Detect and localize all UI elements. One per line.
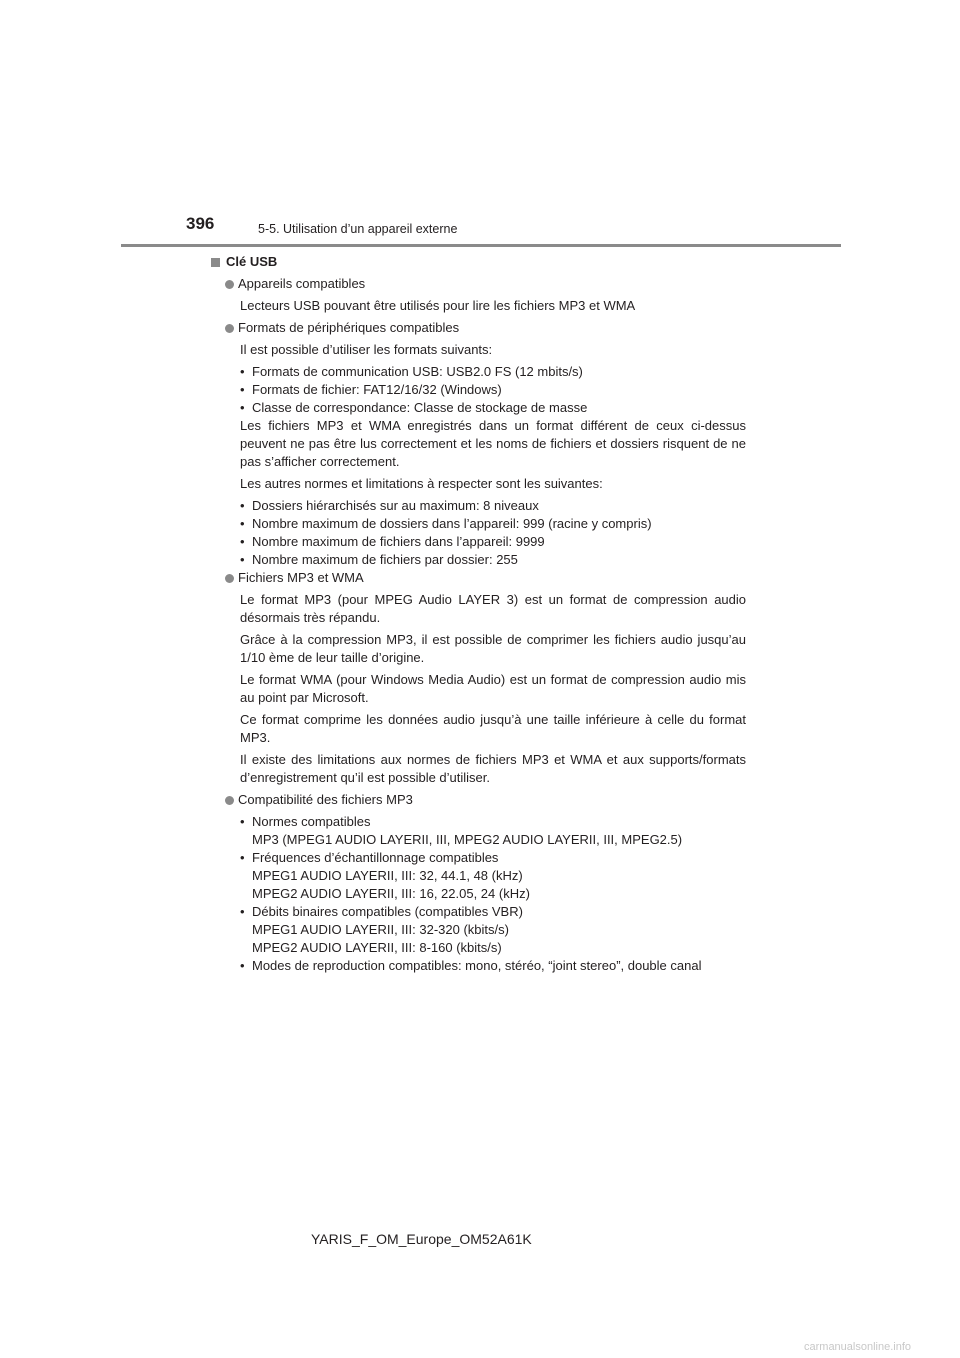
list-item-body: [252, 849, 746, 903]
circle-bullet-icon: [225, 324, 234, 333]
list-item: [240, 363, 746, 381]
list-item-text: Classe de correspondance: Classe de stockage de masse: [252, 400, 588, 415]
list-item: [240, 957, 746, 975]
list-dot-icon: •: [240, 498, 245, 513]
list-item-text: Formats de communication USB: USB2.0 FS (12 mbits/s): [252, 364, 583, 379]
list-dot-icon: •: [240, 400, 245, 415]
bullet-heading: [210, 569, 746, 587]
list-dot-icon: •: [240, 904, 245, 919]
bullet-heading-text: Compatibilité des fichiers MP3: [238, 792, 413, 807]
list-item: [240, 515, 746, 533]
sub-list: [240, 363, 746, 417]
paragraph: Grâce à la compression MP3, il est possible de comprimer les fichiers audio jusqu’au 1/10 ème de leur taille d’origine.: [240, 632, 746, 665]
watermark[interactable]: carmanualsonline.info: [804, 1341, 912, 1353]
circle-bullet-icon: [225, 280, 234, 289]
list-item: [240, 849, 746, 903]
bullet-heading: [210, 275, 746, 293]
list-item-body: [252, 381, 746, 399]
list-item: [240, 381, 746, 399]
list-item: [240, 497, 746, 515]
list-item-text: Formats de fichier: FAT12/16/32 (Windows): [252, 382, 502, 397]
bullet-heading: [210, 791, 746, 809]
list-item-body: [252, 551, 746, 569]
list-item-detail: MPEG1 AUDIO LAYERII, III: 32, 44.1, 48 (kHz): [252, 868, 523, 883]
page-number: 396: [186, 214, 215, 233]
section-heading-text: Clé USB: [226, 254, 278, 269]
list-dot-icon: •: [240, 382, 245, 397]
paragraph: Lecteurs USB pouvant être utilisés pour lire les fichiers MP3 et WMA: [240, 298, 636, 313]
list-item-body: [252, 957, 746, 975]
list-item-body: [252, 515, 746, 533]
list-item-text: Modes de reproduction compatibles: mono, stéréo, “joint stereo”, double canal: [252, 958, 702, 973]
square-bullet-icon: [211, 258, 220, 267]
paragraph: Les autres normes et limitations à respecter sont les suivantes:: [240, 476, 603, 491]
list-dot-icon: •: [240, 364, 245, 379]
list-item-body: [252, 813, 746, 849]
list-item-body: [252, 399, 746, 417]
bullet-heading-text: Appareils compatibles: [238, 276, 366, 291]
paragraph: Il est possible d’utiliser les formats suivants:: [240, 342, 493, 357]
bullet-heading-text: Formats de périphériques compatibles: [238, 320, 460, 335]
list-dot-icon: •: [240, 534, 245, 549]
paragraph: Les fichiers MP3 et WMA enregistrés dans un format différent de ceux ci-dessus peuvent ne pas être lus correctement et les noms de fichiers et dossiers risquent de ne pas s’afficher correctement.: [240, 418, 746, 469]
bullet-heading-text: Fichiers MP3 et WMA: [238, 570, 364, 585]
section-body: [210, 275, 746, 975]
page-content: [210, 253, 746, 975]
list-item: [240, 903, 746, 957]
list-item: [240, 551, 746, 569]
chapter-title: 5-5. Utilisation d’un appareil externe: [258, 222, 458, 236]
list-dot-icon: •: [240, 552, 245, 567]
list-item-body: [252, 363, 746, 381]
list-dot-icon: •: [240, 814, 245, 829]
circle-bullet-icon: [225, 796, 234, 805]
list-item-detail: MPEG2 AUDIO LAYERII, III: 8-160 (kbits/s): [252, 940, 502, 955]
paragraph: Il existe des limitations aux normes de fichiers MP3 et WMA et aux supports/formats d’enregistrement qu’il est possible d’utiliser.: [240, 752, 746, 785]
circle-bullet-icon: [225, 574, 234, 583]
list-item-body: [252, 903, 746, 957]
sub-list: [240, 497, 746, 569]
list-item-text: Débits binaires compatibles (compatibles VBR): [252, 904, 523, 919]
list-item: [240, 533, 746, 551]
list-item: [240, 399, 746, 417]
manual-code-footer: YARIS_F_OM_Europe_OM52A61K: [311, 1231, 532, 1247]
sub-list: [240, 813, 746, 975]
header-rule: [121, 244, 841, 247]
section-heading: [210, 253, 746, 271]
list-item-text: Dossiers hiérarchisés sur au maximum: 8 niveaux: [252, 498, 539, 513]
list-item-text: Nombre maximum de fichiers par dossier: 255: [252, 552, 518, 567]
paragraph: Ce format comprime les données audio jusqu’à une taille inférieure à celle du format MP3.: [240, 712, 746, 745]
list-dot-icon: •: [240, 516, 245, 531]
bullet-heading: [210, 319, 746, 337]
list-item-text: Nombre maximum de dossiers dans l’appareil: 999 (racine y compris): [252, 516, 652, 531]
list-item: [240, 813, 746, 849]
paragraph: Le format WMA (pour Windows Media Audio) est un format de compression audio mis au point par Microsoft.: [240, 672, 746, 705]
list-item-text: Nombre maximum de fichiers dans l’appareil: 9999: [252, 534, 545, 549]
list-item-text: Fréquences d’échantillonnage compatibles: [252, 850, 499, 865]
list-item-body: [252, 497, 746, 515]
list-item-detail: MPEG1 AUDIO LAYERII, III: 32-320 (kbits/s): [252, 922, 509, 937]
list-item-body: [252, 533, 746, 551]
list-dot-icon: •: [240, 850, 245, 865]
list-item-text: Normes compatibles: [252, 814, 371, 829]
list-item-detail: MPEG2 AUDIO LAYERII, III: 16, 22.05, 24 (kHz): [252, 886, 530, 901]
list-dot-icon: •: [240, 958, 245, 973]
paragraph: Le format MP3 (pour MPEG Audio LAYER 3) est un format de compression audio désormais très répandu.: [240, 592, 746, 625]
list-item-detail: MP3 (MPEG1 AUDIO LAYERII, III, MPEG2 AUDIO LAYERII, III, MPEG2.5): [252, 832, 683, 847]
